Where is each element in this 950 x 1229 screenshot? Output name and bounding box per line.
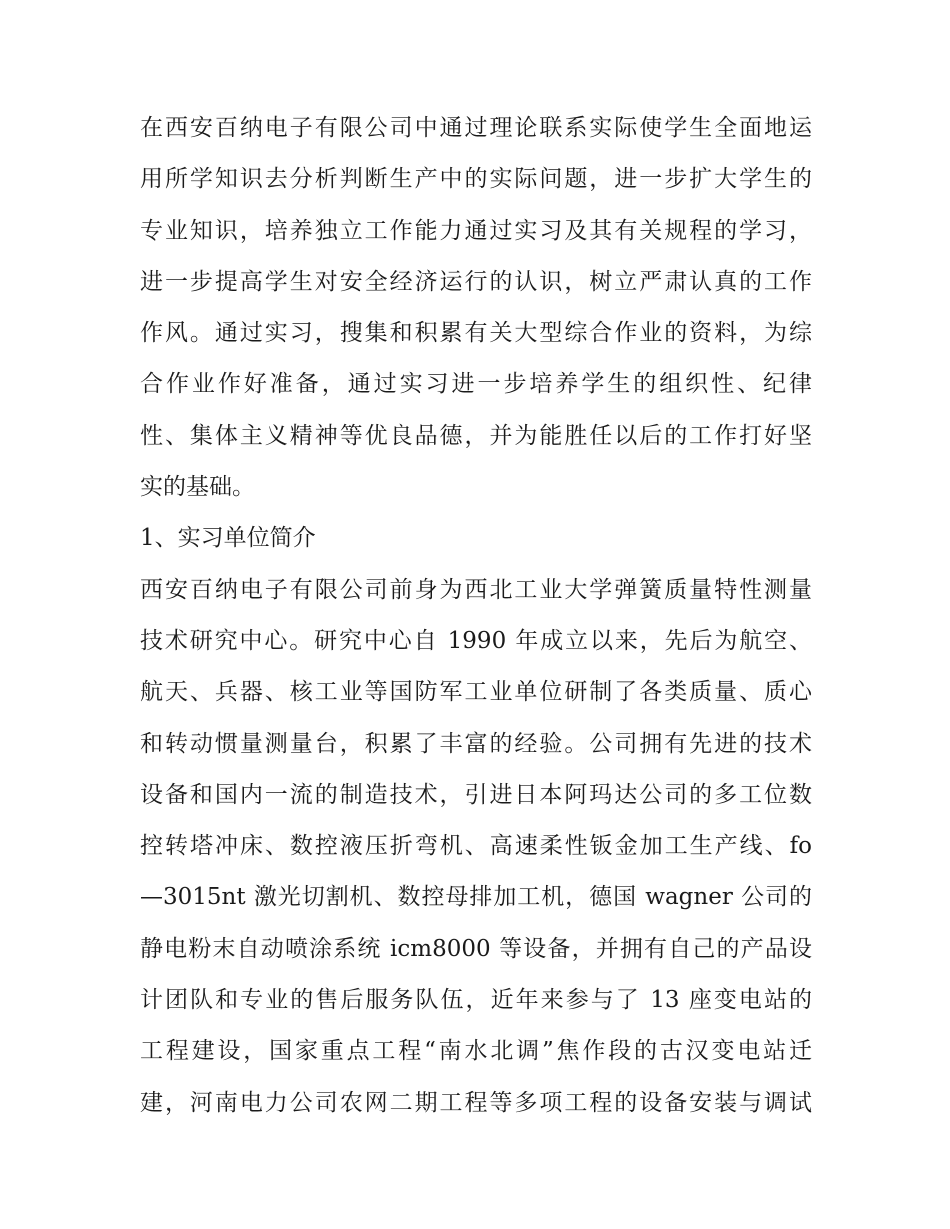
paragraph-line: 工程建设，国家重点工程“南水北调”焦作段的古汉变电站迁	[140, 1038, 812, 1065]
paragraph-line: 在西安百纳电子有限公司中通过理论联系实际使学生全面地运	[140, 115, 812, 141]
paragraph-line: 计团队和专业的售后服务队伍，近年来参与了 13 座变电站的	[140, 987, 812, 1014]
paragraph-line: 西安百纳电子有限公司前身为西北工业大学弹簧质量特性测量	[140, 576, 812, 603]
paragraph-line: 和转动惯量测量台，积累了丰富的经验。公司拥有先进的技术	[140, 730, 812, 757]
paragraph-line: 实的基础。	[140, 474, 255, 501]
document-body	[140, 103, 812, 1129]
paragraph-line: 进一步提高学生对安全经济运行的认识，树立严肃认真的工作	[140, 268, 812, 295]
paragraph-line: 性、集体主义精神等优良品德，并为能胜任以后的工作打好坚	[140, 422, 812, 449]
paragraph-line: 设备和国内一流的制造技术，引进日本阿玛达公司的多工位数	[140, 781, 812, 808]
paragraph-line: 作风。通过实习，搜集和积累有关大型综合作业的资料，为综	[140, 320, 812, 347]
paragraph-line: 静电粉末自动喷涂系统 icm8000 等设备，并拥有自己的产品设	[140, 935, 812, 962]
paragraph-line: 建，河南电力公司农网二期工程等多项工程的设备安装与调试	[140, 1089, 812, 1116]
paragraph-line: —3015nt 激光切割机、数控母排加工机，德国 wagner 公司的	[140, 884, 812, 911]
paragraph-line: 控转塔冲床、数控液压折弯机、高速柔性钣金加工生产线、fo	[140, 833, 812, 860]
paragraph-line: 航天、兵器、核工业等国防军工业单位研制了各类质量、质心	[140, 679, 812, 706]
paragraph-line: 专业知识，培养独立工作能力通过实习及其有关规程的学习，	[140, 217, 812, 244]
section-heading: 1、实习单位简介	[140, 525, 316, 552]
paragraph-line: 技术研究中心。研究中心自 1990 年成立以来，先后为航空、	[140, 627, 812, 654]
paragraph-line: 用所学知识去分析判断生产中的实际问题，进一步扩大学生的	[140, 166, 812, 193]
paragraph-line: 合作业作好准备，通过实习进一步培养学生的组织性、纪律	[140, 371, 812, 398]
